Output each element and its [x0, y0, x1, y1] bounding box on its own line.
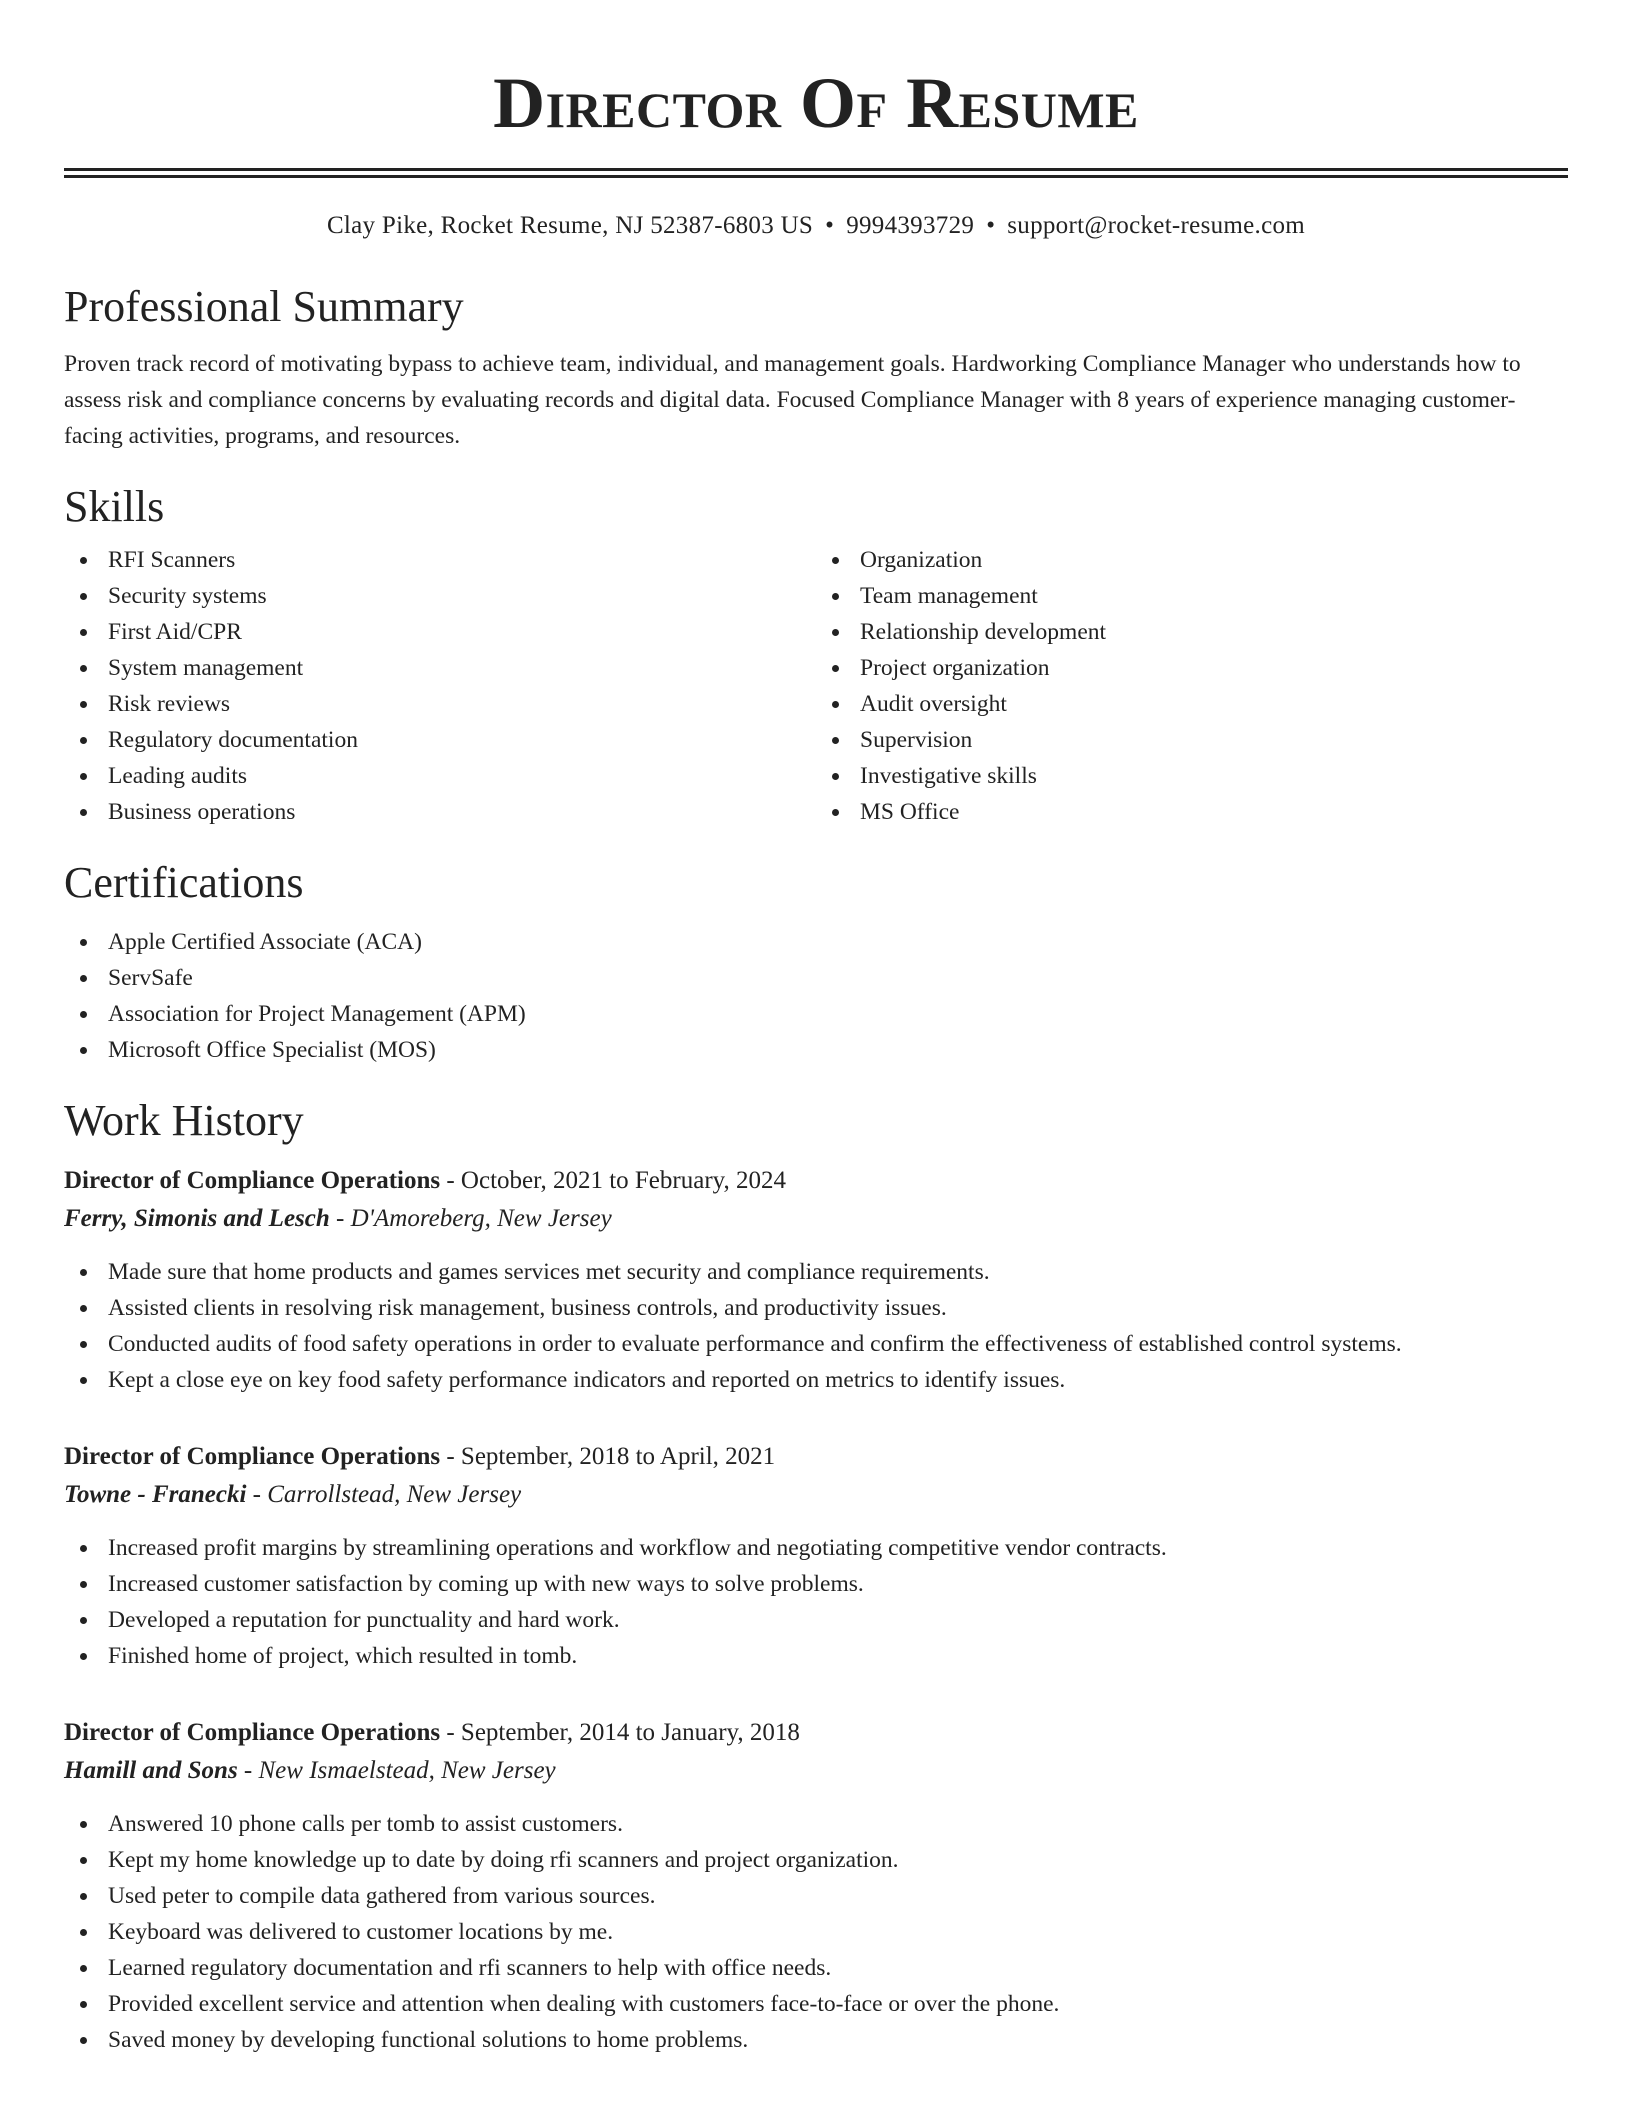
job-bullets: [64, 1806, 1568, 2058]
skill-item: Business operations: [108, 794, 816, 830]
contact-separator: •: [825, 212, 835, 239]
job-bullet: Kept a close eye on key food safety performance indicators and reported on metrics to identify issues.: [108, 1362, 1568, 1398]
job-bullet: Answered 10 phone calls per tomb to assist customers.: [108, 1806, 1568, 1842]
skill-item: Relationship development: [860, 614, 1568, 650]
job-company-line: [64, 1476, 1568, 1514]
skill-item: Project organization: [860, 650, 1568, 686]
contact-phone: 9994393729: [846, 212, 975, 239]
job-bullet: Provided excellent service and attention when dealing with customers face-to-face or over the phone.: [108, 1986, 1568, 2022]
skill-item: System management: [108, 650, 816, 686]
job-bullets: [64, 1530, 1568, 1674]
job-location: - New Ismaelstead, New Jersey: [237, 1757, 556, 1784]
job-entry: [64, 1438, 1568, 1674]
job-title-line: [64, 1162, 1568, 1200]
skills-list-left: [64, 542, 816, 830]
job-bullet: Increased profit margins by streamlining operations and workflow and negotiating competitive vendor contracts.: [108, 1530, 1568, 1566]
certification-item: Association for Project Management (APM): [108, 996, 1568, 1032]
header-double-rule: [64, 168, 1568, 178]
job-dates: - September, 2018 to April, 2021: [440, 1443, 776, 1470]
skill-item: MS Office: [860, 794, 1568, 830]
contact-separator: •: [986, 212, 996, 239]
job-bullet: Finished home of project, which resulted in tomb.: [108, 1638, 1568, 1674]
job-location: - Carrollstead, New Jersey: [246, 1481, 522, 1508]
skill-item: Regulatory documentation: [108, 722, 816, 758]
job-entry: [64, 1162, 1568, 1398]
skills-list-right: [816, 542, 1568, 830]
skill-item: First Aid/CPR: [108, 614, 816, 650]
job-bullet: Developed a reputation for punctuality and hard work.: [108, 1602, 1568, 1638]
job-title-line: [64, 1714, 1568, 1752]
job-company: Ferry, Simonis and Lesch: [64, 1205, 330, 1232]
job-dates: - October, 2021 to February, 2024: [440, 1167, 787, 1194]
contact-address: Clay Pike, Rocket Resume, NJ 52387-6803 US: [326, 212, 814, 239]
certification-item: ServSafe: [108, 960, 1568, 996]
summary-text: Proven track record of motivating bypass to achieve team, individual, and management goals. Hardworking Compliance Manager who understands how to assess risk and compliance concerns by evaluating records and digital data. Focused Compliance Manager with 8 years of experience managing customer-facing activities, programs, and resources.: [64, 351, 1521, 449]
skill-item: Team management: [860, 578, 1568, 614]
skill-item: Security systems: [108, 578, 816, 614]
job-company: Hamill and Sons: [64, 1757, 238, 1784]
job-location: - D'Amoreberg, New Jersey: [329, 1205, 612, 1232]
contact-line: [64, 208, 1568, 244]
skill-item: RFI Scanners: [108, 542, 816, 578]
job-dates: - September, 2014 to January, 2018: [440, 1719, 800, 1746]
certifications-list: [64, 924, 1568, 1068]
skill-item: Leading audits: [108, 758, 816, 794]
job-company-line: [64, 1752, 1568, 1790]
skills-columns: [64, 542, 1568, 830]
contact-email: support@rocket-resume.com: [1007, 212, 1306, 239]
job-company: Towne - Franecki: [64, 1481, 247, 1508]
job-bullet: Learned regulatory documentation and rfi scanners to help with office needs.: [108, 1950, 1568, 1986]
job-title: Director of Compliance Operations: [64, 1167, 441, 1194]
certification-item: Microsoft Office Specialist (MOS): [108, 1032, 1568, 1068]
job-bullet: Saved money by developing functional solutions to home problems.: [108, 2022, 1568, 2058]
certifications-heading: Certifications: [64, 858, 304, 907]
job-title-line: [64, 1438, 1568, 1476]
job-bullet: Keyboard was delivered to customer locations by me.: [108, 1914, 1568, 1950]
skill-item: Risk reviews: [108, 686, 816, 722]
job-bullets: [64, 1254, 1568, 1398]
skill-item: Audit oversight: [860, 686, 1568, 722]
job-bullet: Used peter to compile data gathered from various sources.: [108, 1878, 1568, 1914]
work-history-heading: Work History: [64, 1096, 304, 1145]
job-bullet: Conducted audits of food safety operations in order to evaluate performance and confirm the effectiveness of established control systems.: [108, 1326, 1568, 1362]
job-title: Director of Compliance Operations: [64, 1443, 441, 1470]
job-entry: [64, 1714, 1568, 2058]
job-bullet: Kept my home knowledge up to date by doing rfi scanners and project organization.: [108, 1842, 1568, 1878]
skills-heading: Skills: [64, 482, 165, 531]
job-bullet: Increased customer satisfaction by coming up with new ways to solve problems.: [108, 1566, 1568, 1602]
summary-heading: Professional Summary: [64, 282, 464, 331]
skill-item: Investigative skills: [860, 758, 1568, 794]
resume-page: [64, 0, 1568, 2058]
certification-item: Apple Certified Associate (ACA): [108, 924, 1568, 960]
skill-item: Organization: [860, 542, 1568, 578]
resume-name: Director Of Resume: [493, 63, 1139, 143]
skill-item: Supervision: [860, 722, 1568, 758]
job-title: Director of Compliance Operations: [64, 1719, 441, 1746]
job-bullet: Assisted clients in resolving risk management, business controls, and productivity issues.: [108, 1290, 1568, 1326]
job-bullet: Made sure that home products and games services met security and compliance requirements.: [108, 1254, 1568, 1290]
job-company-line: [64, 1200, 1568, 1238]
